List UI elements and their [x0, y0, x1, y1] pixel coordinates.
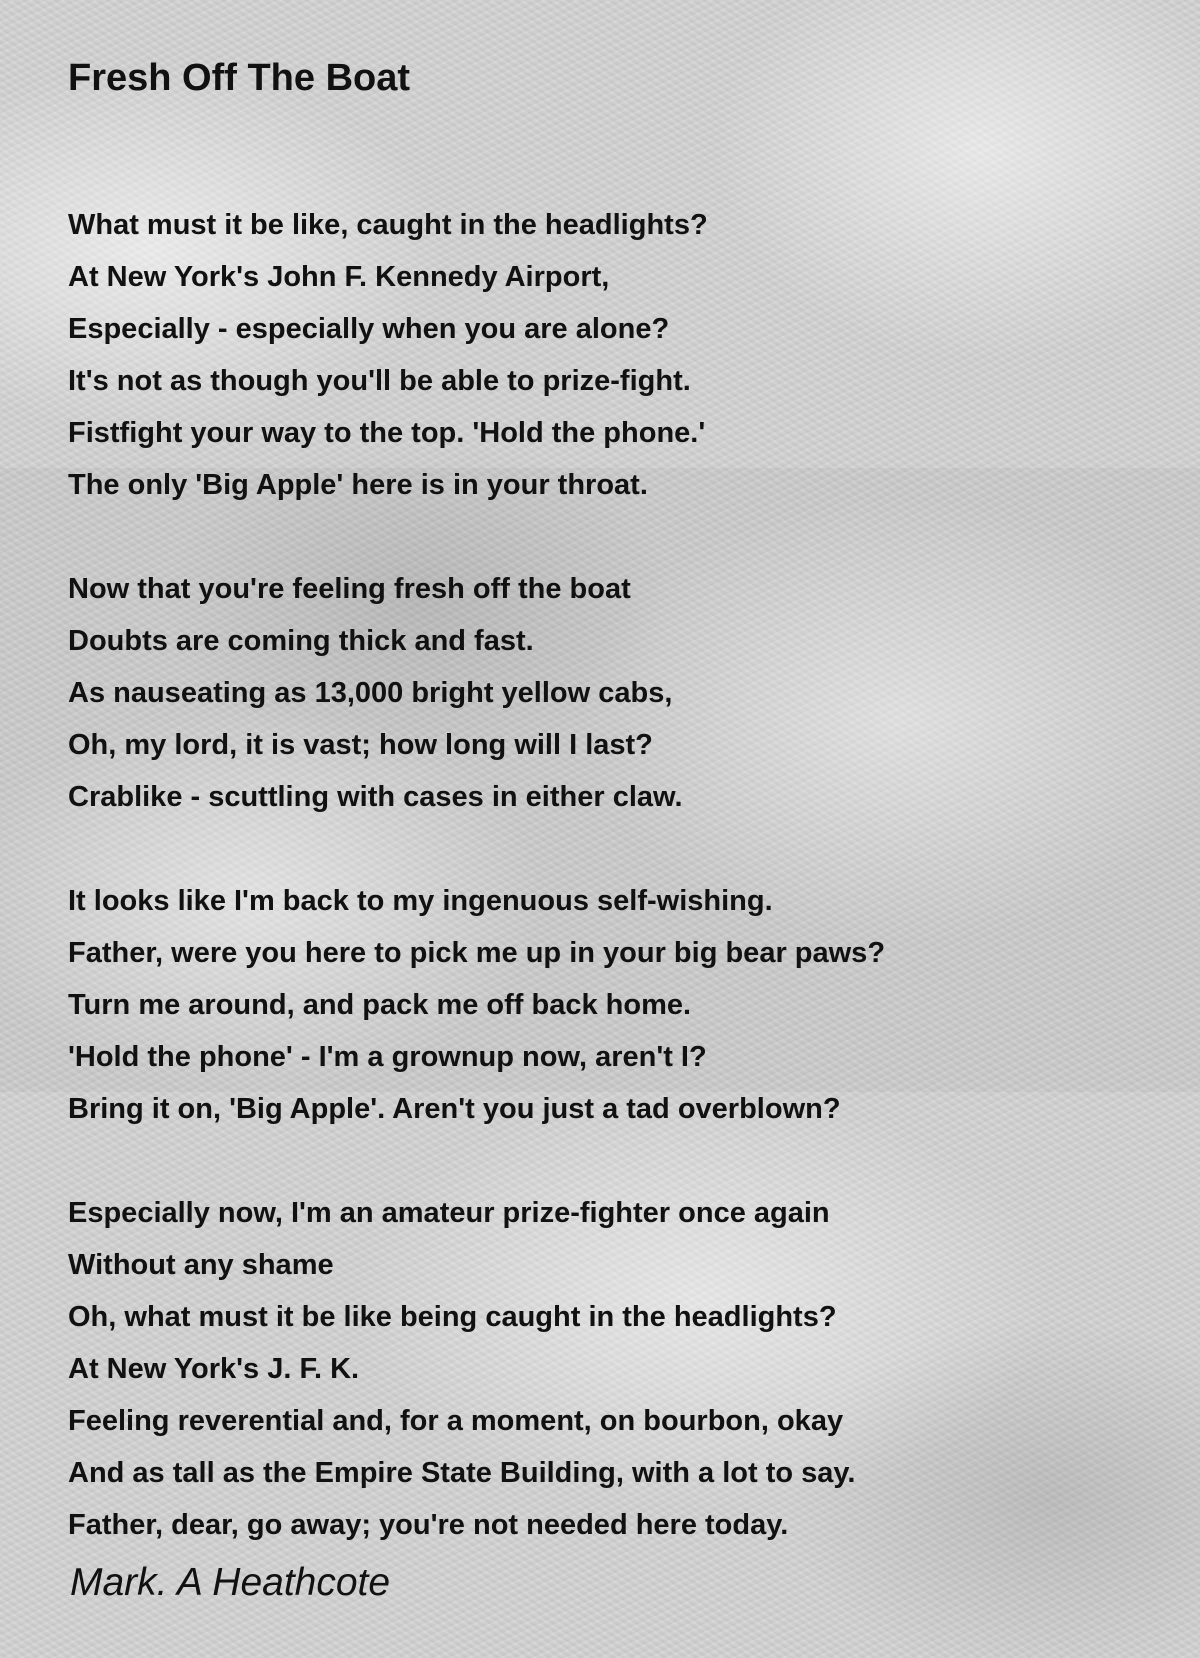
poem-line: It's not as though you'll be able to prize-fight. — [68, 365, 691, 397]
poem-line: Doubts are coming thick and fast. — [68, 625, 534, 657]
stanza-3 — [68, 875, 1148, 1135]
poem-line: Especially now, I'm an amateur prize-fighter once again — [68, 1197, 830, 1229]
poem-line: And as tall as the Empire State Building, with a lot to say. — [68, 1457, 856, 1489]
poem-line: At New York's John F. Kennedy Airport, — [68, 261, 610, 293]
poem-line: It looks like I'm back to my ingenuous self-wishing. — [68, 885, 773, 917]
poem-line: Oh, what must it be like being caught in the headlights? — [68, 1301, 837, 1333]
poem-line: Feeling reverential and, for a moment, on bourbon, okay — [68, 1405, 844, 1437]
poem-line: Fistfight your way to the top. 'Hold the phone.' — [68, 417, 706, 449]
poem-line: Now that you're feeling fresh off the boat — [68, 573, 631, 605]
poem-line: 'Hold the phone' - I'm a grownup now, aren't I? — [68, 1041, 707, 1073]
poem-line: Oh, my lord, it is vast; how long will I last? — [68, 729, 653, 761]
poem-line: Father, were you here to pick me up in your big bear paws? — [68, 937, 886, 969]
poem-container — [68, 52, 1148, 1603]
poem-title: Fresh Off The Boat — [68, 57, 411, 99]
poem-line: Turn me around, and pack me off back home. — [68, 989, 692, 1021]
poem-line: As nauseating as 13,000 bright yellow cabs, — [68, 677, 673, 709]
poem-line: At New York's J. F. K. — [68, 1353, 360, 1385]
poem-line: Without any shame — [68, 1249, 334, 1281]
poem-body — [68, 199, 1148, 1551]
poem-author: Mark. A Heathcote — [70, 1561, 391, 1604]
stanza-4 — [68, 1187, 1148, 1551]
stanza-1 — [68, 199, 1148, 511]
poem-line: Bring it on, 'Big Apple'. Aren't you just a tad overblown? — [68, 1093, 841, 1125]
poem-line: Crablike - scuttling with cases in either claw. — [68, 781, 683, 813]
stanza-2 — [68, 563, 1148, 823]
poem-line: What must it be like, caught in the headlights? — [68, 209, 708, 241]
poem-line: Father, dear, go away; you're not needed here today. — [68, 1509, 789, 1541]
poem-line: The only 'Big Apple' here is in your throat. — [68, 469, 648, 501]
poem-line: Especially - especially when you are alone? — [68, 313, 670, 345]
